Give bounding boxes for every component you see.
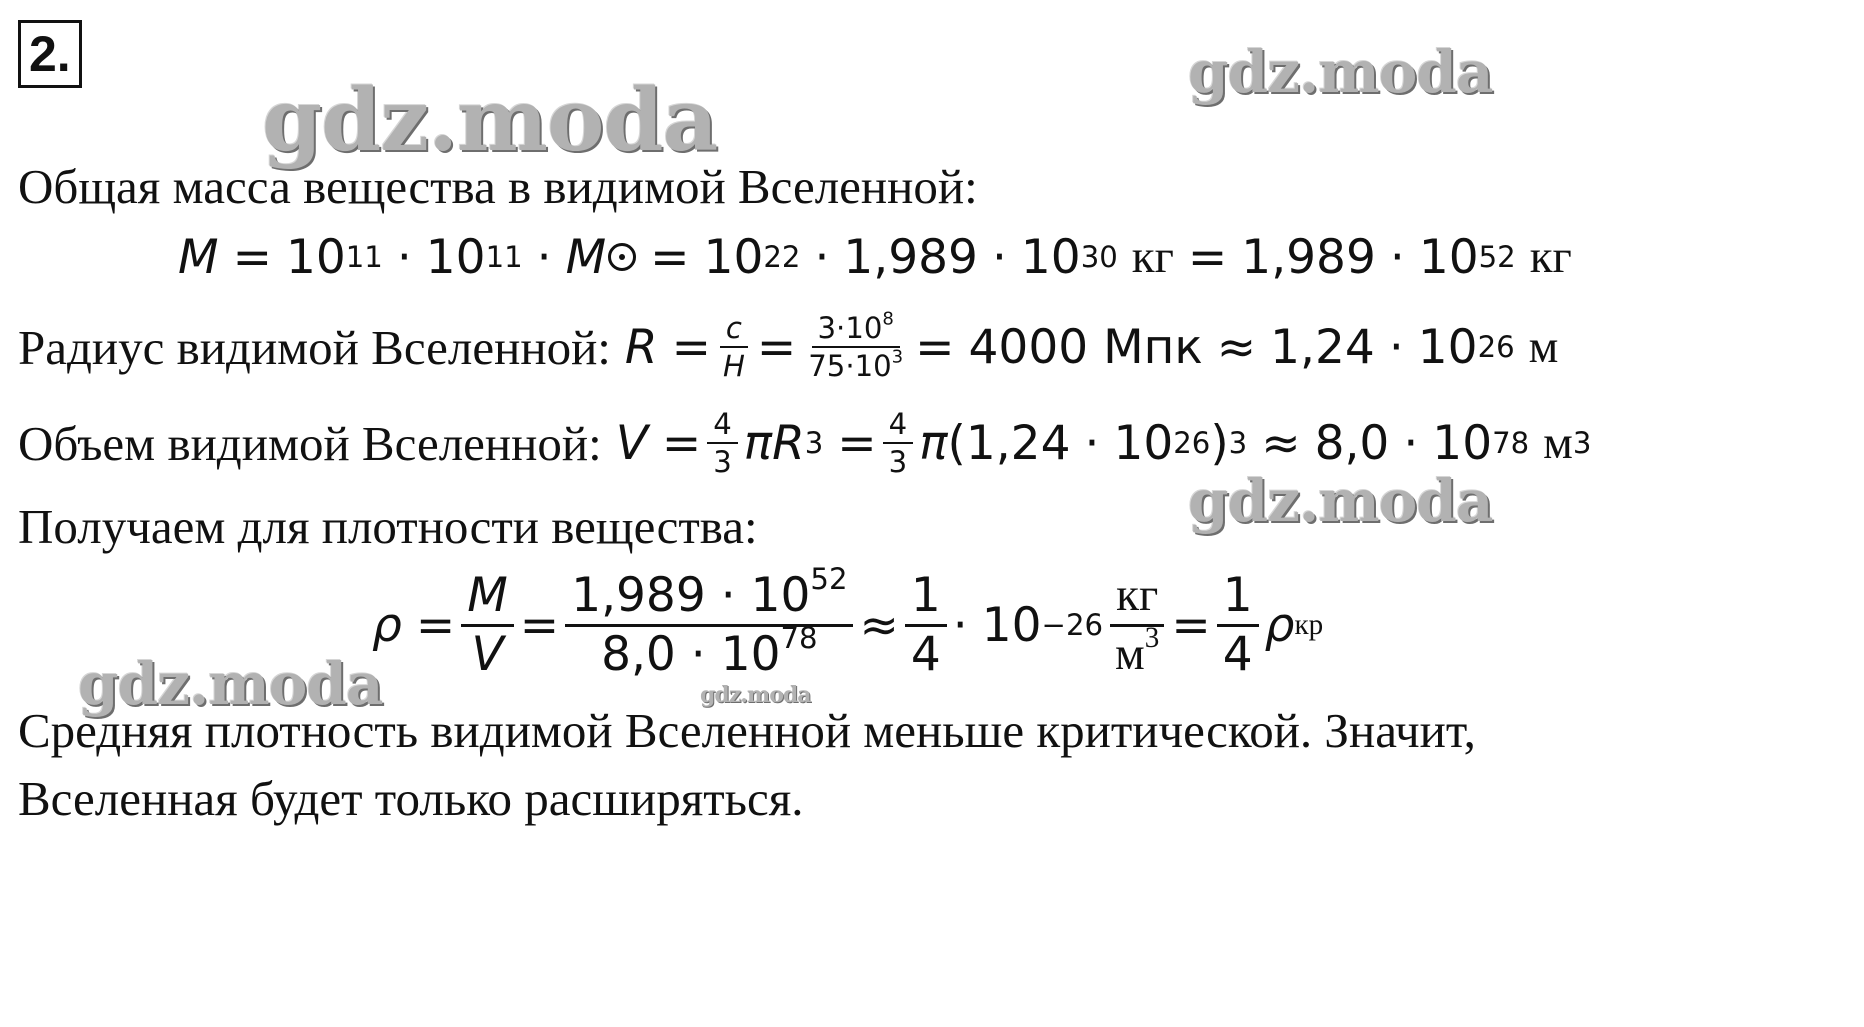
kg-per-m3-fraction: $\frac{кг}{м^3}$	[1109, 570, 1165, 680]
watermark-large: gdz.moda	[262, 70, 718, 171]
problem-number	[18, 20, 82, 88]
quarter-fraction-2: $\frac{1}{4}$	[1217, 570, 1259, 680]
problem-number-text: 2.	[29, 26, 71, 82]
conclusion-line-1: Средняя плотность видимой Вселенной меньше критической. Значит,	[18, 703, 1476, 758]
radius-line: Радиус видимой Вселенной: R = $\frac{c}{H}$ = $\frac{3\cdot 10^8}{75\cdot 10^3}$ = 4000 Мпк ≈ 1,24 · 10 26 м	[18, 308, 1559, 383]
density-formula: ρ = $\frac{M}{V}$ = $\frac{1,989 \cdot 10^{52}}{8,0 \cdot 10^{78}}$ ≈ $\frac{1}{4}$ · 10 −26 $\frac{кг}{м^3}$ = $\frac{1}{4}$ ρ кр	[372, 561, 1324, 682]
radius-numeric-fraction: $\frac{3\cdot 10^8}{75\cdot 10^3}$	[808, 308, 904, 383]
sun-symbol-icon	[608, 243, 636, 271]
watermark-small: gdz.moda	[700, 682, 811, 708]
m-over-v-fraction: $\frac{M}{V}$	[461, 570, 514, 680]
volume-label: Объем видимой Вселенной:	[18, 415, 602, 471]
conclusion-line-2: Вселенная будет только расширяться.	[18, 771, 804, 826]
quarter-fraction: $\frac{1}{4}$	[905, 570, 947, 680]
mass-formula: M = 10 11 · 10 11 · M = 10 22 · 1,989 · 10 30 кг = 1,989 · 10 52 кг	[178, 229, 1572, 285]
four-thirds-fraction-2: $\frac{4}{3}$	[883, 408, 914, 478]
density-intro-text: Получаем для плотности вещества:	[18, 499, 758, 554]
watermark-bottom-left: gdz.moda	[78, 650, 383, 718]
mass-intro-text: Общая масса вещества в видимой Вселенной:	[18, 159, 978, 214]
c-over-h-fraction: $\frac{c}{H}$	[717, 312, 751, 382]
volume-line: Объем видимой Вселенной: V = $\frac{4}{3}$ π R 3 = $\frac{4}{3}$ π ( 1,24 · 10 26 ) 3 ≈ 8,0 · 10 78 м 3	[18, 406, 1592, 479]
radius-label: Радиус видимой Вселенной:	[18, 319, 611, 375]
four-thirds-fraction: $\frac{4}{3}$	[707, 408, 738, 478]
watermark-top-right: gdz.moda	[1188, 38, 1493, 106]
watermark-mid-right: gdz.moda	[1188, 467, 1493, 535]
density-numeric-fraction: $\frac{1,989 \cdot 10^{52}}{8,0 \cdot 10^{78}}$	[565, 570, 853, 680]
